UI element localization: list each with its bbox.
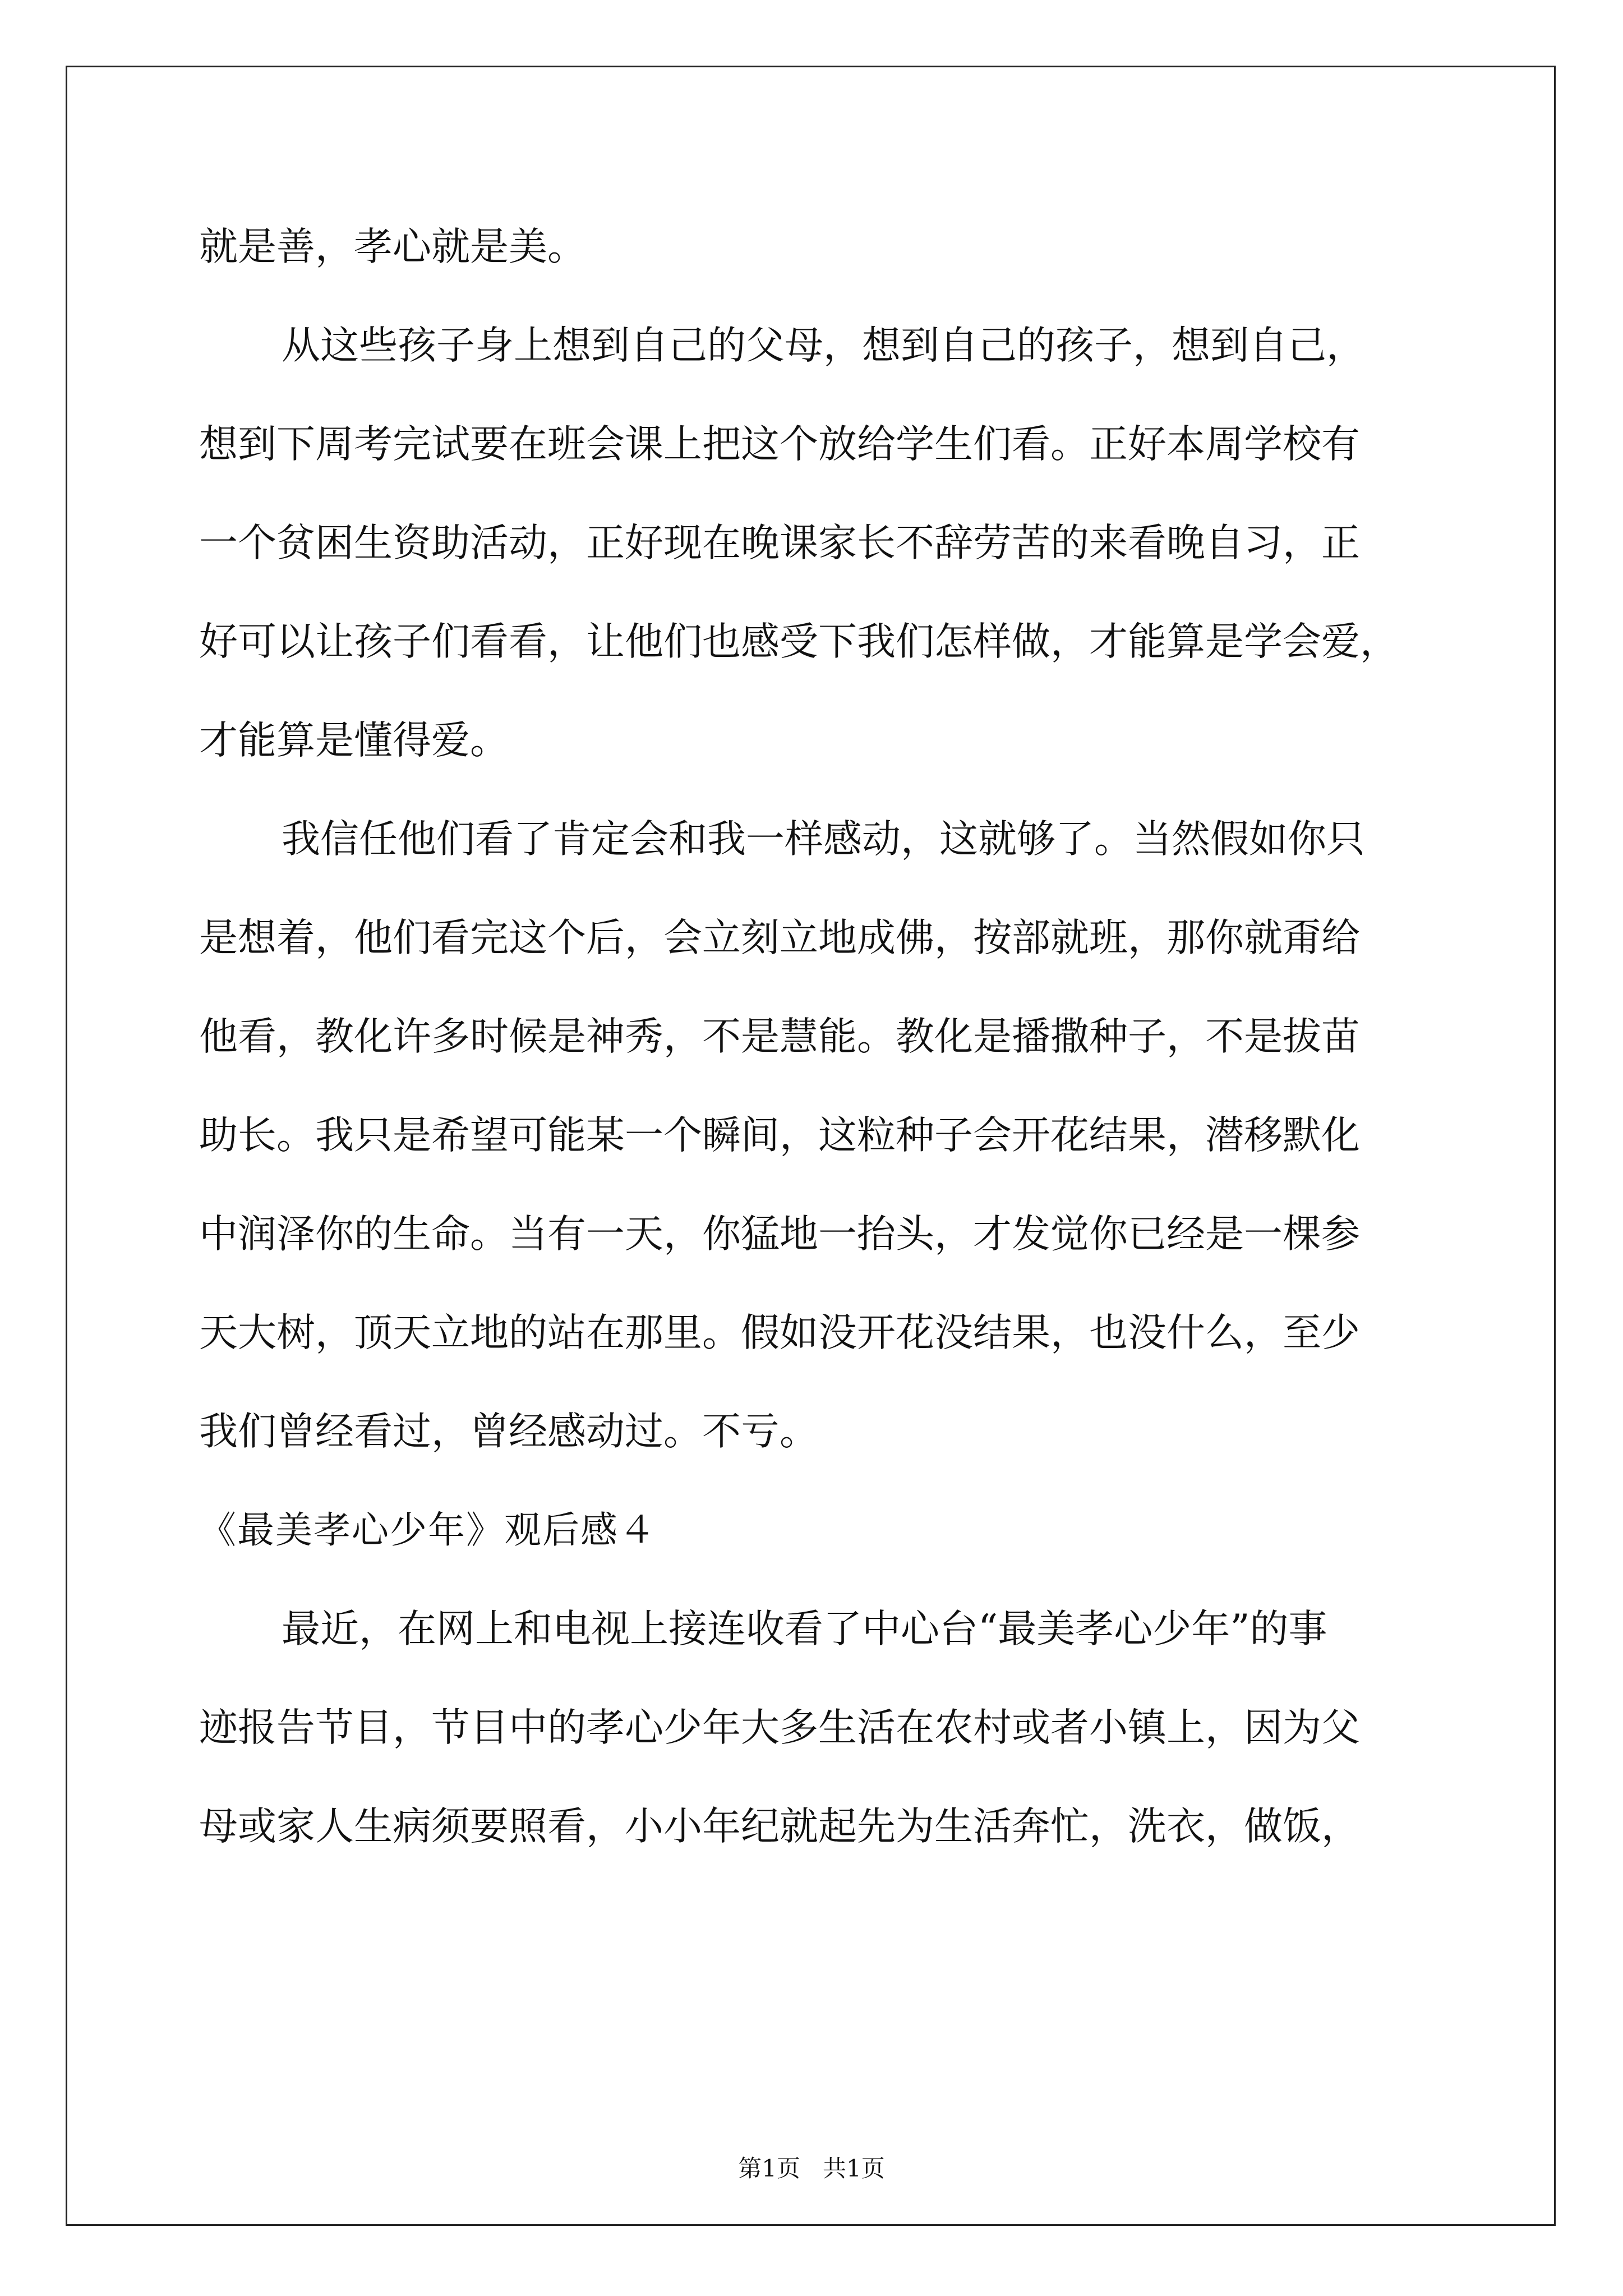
text-line: 我信任他们看了肯定会和我一样感动，这就够了。当然假如你只	[282, 817, 1365, 862]
page-footer: 第1页 共1页	[738, 2155, 885, 2182]
text-line: 想到下周考完试要在班会课上把这个放给学生们看。正好本周学校有	[199, 422, 1360, 467]
text-line: 天大树，顶天立地的站在那里。假如没开花没结果，也没什么，至少	[199, 1310, 1360, 1355]
text-line: 一个贫困生资助活动，正好现在晚课家长不辞劳苦的来看晚自习，正	[199, 521, 1360, 565]
document-body	[199, 197, 1461, 1876]
text-line: 是想着，他们看完这个后，会立刻立地成佛，按部就班，那你就甭给	[199, 915, 1360, 960]
text-line: 我们曾经看过，曾经感动过。不亏。	[199, 1409, 818, 1454]
text-line: 从这些孩子身上想到自己的父母，想到自己的孩子，想到自己，	[282, 323, 1365, 368]
text-line: 助长。我只是希望可能某一个瞬间，这粒种子会开花结果，潜移默化	[199, 1113, 1360, 1158]
text-line: 最近，在网上和电视上接连收看了中心台“最美孝心少年”的事	[282, 1607, 1327, 1651]
text-line: 迹报告节目，节目中的孝心少年大多生活在农村或者小镇上，因为父	[199, 1705, 1360, 1750]
text-line: 就是善，孝心就是美。	[199, 224, 586, 269]
text-line: 母或家人生病须要照看，小小年纪就起先为生活奔忙，洗衣，做饭，	[199, 1804, 1360, 1849]
text-line: 中润泽你的生命。当有一天，你猛地一抬头，才发觉你已经是一棵参	[199, 1212, 1360, 1257]
section-title: 《最美孝心少年》观后感４	[199, 1508, 657, 1552]
text-line: 才能算是懂得爱。	[199, 718, 509, 763]
text-line: 好可以让孩子们看看，让他们也感受下我们怎样做，才能算是学会爱，	[199, 619, 1399, 664]
text-line: 他看，教化许多时候是神秀，不是慧能。教化是播撒种子，不是拔苗	[199, 1014, 1360, 1059]
